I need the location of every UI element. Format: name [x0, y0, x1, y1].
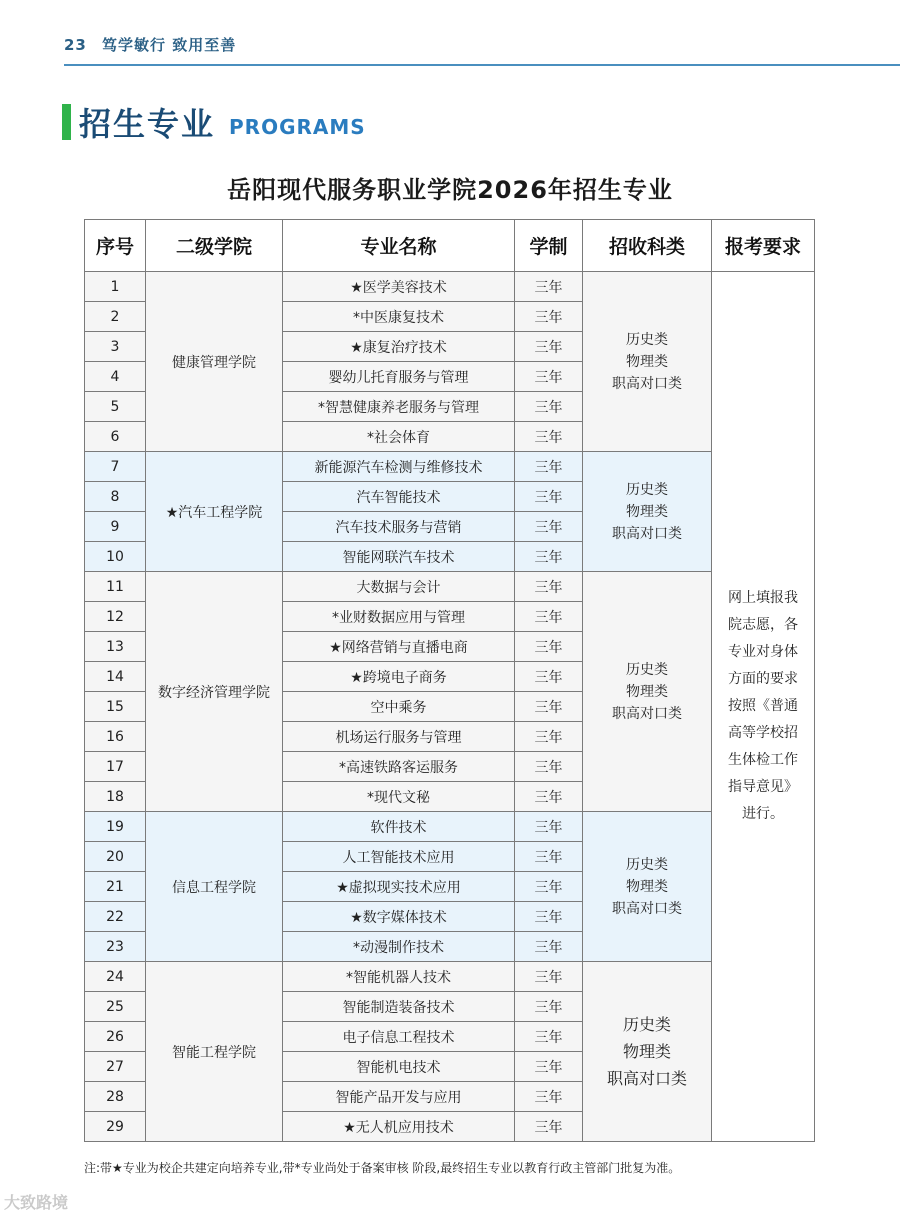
section-title-cn: 招生专业 — [79, 105, 216, 143]
row-number: 26 — [85, 1022, 146, 1052]
program-duration: 三年 — [515, 542, 583, 572]
table-row — [85, 272, 815, 302]
program-duration: 三年 — [515, 452, 583, 482]
program-name: 汽车技术服务与营销 — [283, 512, 515, 542]
program-duration: 三年 — [515, 812, 583, 842]
header-slogan: 笃学敏行 致用至善 — [101, 36, 237, 54]
table-row — [85, 962, 815, 992]
program-name: 新能源汽车检测与维修技术 — [283, 452, 515, 482]
program-name: *智慧健康养老服务与管理 — [283, 392, 515, 422]
subject-line: 历史类 — [622, 1015, 671, 1034]
subject-line: 物理类 — [622, 1042, 671, 1061]
program-duration: 三年 — [515, 932, 583, 962]
program-name: *中医康复技术 — [283, 302, 515, 332]
row-number: 28 — [85, 1082, 146, 1112]
program-duration: 三年 — [515, 752, 583, 782]
program-duration: 三年 — [515, 332, 583, 362]
subject-line: 物理类 — [626, 683, 668, 700]
header-requirements: 报考要求 — [712, 220, 815, 272]
row-number: 12 — [85, 602, 146, 632]
header-subjects: 招收科类 — [583, 220, 712, 272]
subject-line: 物理类 — [626, 878, 668, 895]
row-number: 9 — [85, 512, 146, 542]
program-duration: 三年 — [515, 422, 583, 452]
row-number: 17 — [85, 752, 146, 782]
row-number: 16 — [85, 722, 146, 752]
program-duration: 三年 — [515, 362, 583, 392]
row-number: 5 — [85, 392, 146, 422]
program-name: 电子信息工程技术 — [283, 1022, 515, 1052]
program-duration: 三年 — [515, 662, 583, 692]
program-name: 智能机电技术 — [283, 1052, 515, 1082]
program-name: *社会体育 — [283, 422, 515, 452]
program-duration: 三年 — [515, 512, 583, 542]
row-number: 1 — [85, 272, 146, 302]
program-duration: 三年 — [515, 482, 583, 512]
program-duration: 三年 — [515, 572, 583, 602]
row-number: 18 — [85, 782, 146, 812]
row-number: 8 — [85, 482, 146, 512]
program-duration: 三年 — [515, 992, 583, 1022]
program-name: 人工智能技术应用 — [283, 842, 515, 872]
row-number: 7 — [85, 452, 146, 482]
enrollment-subjects — [583, 962, 712, 1142]
program-name: *现代文秘 — [283, 782, 515, 812]
subject-line: 职高对口类 — [612, 705, 682, 722]
program-name: ★无人机应用技术 — [283, 1112, 515, 1142]
subject-line: 历史类 — [626, 331, 668, 348]
header-college: 二级学院 — [146, 220, 283, 272]
table-header-row — [85, 220, 815, 272]
program-duration: 三年 — [515, 602, 583, 632]
program-duration: 三年 — [515, 902, 583, 932]
subject-line: 物理类 — [626, 503, 668, 520]
row-number: 6 — [85, 422, 146, 452]
program-name: 汽车智能技术 — [283, 482, 515, 512]
program-name: ★数字媒体技术 — [283, 902, 515, 932]
row-number: 19 — [85, 812, 146, 842]
row-number: 4 — [85, 362, 146, 392]
row-number: 25 — [85, 992, 146, 1022]
program-name: ★跨境电子商务 — [283, 662, 515, 692]
program-name: 大数据与会计 — [283, 572, 515, 602]
row-number: 23 — [85, 932, 146, 962]
programs-table — [84, 219, 815, 1142]
program-name: *智能机器人技术 — [283, 962, 515, 992]
section-title — [62, 100, 366, 144]
subject-line: 职高对口类 — [612, 900, 682, 917]
section-accent-bar — [62, 104, 71, 140]
college-name: 健康管理学院 — [146, 272, 283, 452]
program-name: 智能产品开发与应用 — [283, 1082, 515, 1112]
program-name: ★网络营销与直播电商 — [283, 632, 515, 662]
college-name: 信息工程学院 — [146, 812, 283, 962]
program-duration: 三年 — [515, 1022, 583, 1052]
subject-line: 历史类 — [626, 856, 668, 873]
document-title: 岳阳现代服务职业学院2026年招生专业 — [227, 176, 673, 204]
program-name: ★医学美容技术 — [283, 272, 515, 302]
header-no: 序号 — [85, 220, 146, 272]
row-number: 2 — [85, 302, 146, 332]
program-duration: 三年 — [515, 632, 583, 662]
program-name: 空中乘务 — [283, 692, 515, 722]
row-number: 15 — [85, 692, 146, 722]
program-duration: 三年 — [515, 1112, 583, 1142]
subject-line: 职高对口类 — [606, 1069, 687, 1088]
page-number: 23 — [64, 36, 87, 54]
college-name: ★汽车工程学院 — [146, 452, 283, 572]
program-duration: 三年 — [515, 272, 583, 302]
enrollment-subjects — [583, 452, 712, 572]
program-name: 婴幼儿托育服务与管理 — [283, 362, 515, 392]
program-duration: 三年 — [515, 1052, 583, 1082]
header-duration: 学制 — [515, 220, 583, 272]
subject-line: 职高对口类 — [612, 375, 682, 392]
program-duration: 三年 — [515, 872, 583, 902]
row-number: 27 — [85, 1052, 146, 1082]
section-title-en: PROGRAMS — [229, 115, 366, 139]
subject-line: 物理类 — [626, 353, 668, 370]
row-number: 10 — [85, 542, 146, 572]
row-number: 14 — [85, 662, 146, 692]
application-requirements: 网上填报我院志愿，各专业对身体方面的要求按照《普通高等学校招生体检工作指导意见》进行。 — [712, 272, 815, 1142]
program-duration: 三年 — [515, 962, 583, 992]
row-number: 21 — [85, 872, 146, 902]
row-number: 3 — [85, 332, 146, 362]
program-name: *动漫制作技术 — [283, 932, 515, 962]
program-name: 智能网联汽车技术 — [283, 542, 515, 572]
row-number: 29 — [85, 1112, 146, 1142]
table-row — [85, 572, 815, 602]
college-name: 智能工程学院 — [146, 962, 283, 1142]
header-program: 专业名称 — [283, 220, 515, 272]
program-duration: 三年 — [515, 692, 583, 722]
row-number: 24 — [85, 962, 146, 992]
row-number: 22 — [85, 902, 146, 932]
program-name: 机场运行服务与管理 — [283, 722, 515, 752]
college-name: 数字经济管理学院 — [146, 572, 283, 812]
watermark-logo: 大致路境 — [4, 1193, 69, 1212]
program-duration: 三年 — [515, 1082, 583, 1112]
enrollment-subjects — [583, 812, 712, 962]
program-duration: 三年 — [515, 722, 583, 752]
table-row — [85, 812, 815, 842]
footnote: 注:带★专业为校企共建定向培养专业,带*专业尚处于备案审核 阶段,最终招生专业以教育行政主管部门批复为准。 — [84, 1161, 681, 1175]
table-body — [85, 272, 815, 1142]
program-name: 智能制造装备技术 — [283, 992, 515, 1022]
table-row — [85, 452, 815, 482]
enrollment-subjects — [583, 272, 712, 452]
program-name: 软件技术 — [283, 812, 515, 842]
page-header — [64, 34, 900, 66]
program-name: *高速铁路客运服务 — [283, 752, 515, 782]
subject-line: 历史类 — [626, 661, 668, 678]
program-duration: 三年 — [515, 842, 583, 872]
program-duration: 三年 — [515, 302, 583, 332]
program-duration: 三年 — [515, 782, 583, 812]
row-number: 20 — [85, 842, 146, 872]
row-number: 11 — [85, 572, 146, 602]
subject-line: 职高对口类 — [612, 525, 682, 542]
program-name: ★虚拟现实技术应用 — [283, 872, 515, 902]
enrollment-subjects — [583, 572, 712, 812]
subject-line: 历史类 — [626, 481, 668, 498]
row-number: 13 — [85, 632, 146, 662]
program-name: ★康复治疗技术 — [283, 332, 515, 362]
program-name: *业财数据应用与管理 — [283, 602, 515, 632]
program-duration: 三年 — [515, 392, 583, 422]
